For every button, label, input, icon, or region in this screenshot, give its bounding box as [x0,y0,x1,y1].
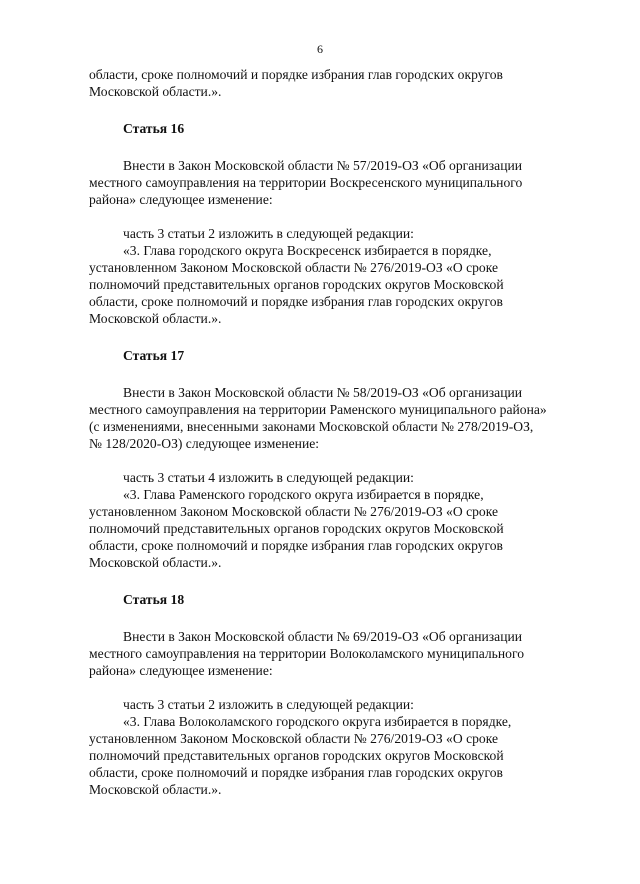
quote-line: установленном Законом Московской области № 276/2019-ОЗ «О сроке [89,504,498,519]
article-heading: Статья 16 [123,121,185,136]
quote-line: «3. Глава Раменского городского округа избирается в порядке, [123,487,484,502]
quote-line: «3. Глава городского округа Воскресенск избирается в порядке, [123,243,492,258]
text-line: местного самоуправления на территории Воскресенского муниципального [89,175,523,190]
quote-line: области, сроке полномочий и порядке избрания глав городских округов [89,765,503,780]
text-line: Московской области.». [89,84,222,99]
text-line: области, сроке полномочий и порядке избрания глав городских округов [89,67,503,82]
article-17 [89,347,583,571]
instruction-line: часть 3 статьи 2 изложить в следующей редакции: [123,226,414,241]
quote-line: установленном Законом Московской области № 276/2019-ОЗ «О сроке [89,731,498,746]
article-heading: Статья 18 [123,592,185,607]
quote-line: области, сроке полномочий и порядке избрания глав городских округов [89,294,503,309]
quote-line: Московской области.». [89,311,222,326]
document-body [89,66,583,798]
text-line: местного самоуправления на территории Раменского муниципального района» [89,402,547,417]
article-heading: Статья 17 [123,348,185,363]
text-line: района» следующее изменение: [89,663,273,678]
quote-line: Московской области.». [89,782,222,797]
text-line: местного самоуправления на территории Волоколамского муниципального [89,646,524,661]
quote-line: установленном Законом Московской области № 276/2019-ОЗ «О сроке [89,260,498,275]
instruction-line: часть 3 статьи 4 изложить в следующей редакции: [123,470,414,485]
page-number: 6 [317,42,323,56]
quote-line: области, сроке полномочий и порядке избрания глав городских округов [89,538,503,553]
quote-line: Московской области.». [89,555,222,570]
article-18 [89,591,583,798]
text-line: района» следующее изменение: [89,192,273,207]
text-line: Внести в Закон Московской области № 69/2019-ОЗ «Об организации [123,629,523,644]
quote-line: полномочий представительных органов городских округов Московской [89,748,504,763]
text-line: Внести в Закон Московской области № 57/2019-ОЗ «Об организации [123,158,523,173]
text-line: (с изменениями, внесенными законами Московской области № 278/2019-ОЗ, [89,419,534,434]
article-16 [89,120,583,327]
quote-line: полномочий представительных органов городских округов Московской [89,521,504,536]
instruction-line: часть 3 статьи 2 изложить в следующей редакции: [123,697,414,712]
text-line: Внести в Закон Московской области № 58/2019-ОЗ «Об организации [123,385,523,400]
quote-line: полномочий представительных органов городских округов Московской [89,277,504,292]
quote-line: «3. Глава Волоколамского городского округа избирается в порядке, [123,714,512,729]
intro-paragraph [89,66,583,100]
text-line: № 128/2020-ОЗ) следующее изменение: [89,436,320,451]
